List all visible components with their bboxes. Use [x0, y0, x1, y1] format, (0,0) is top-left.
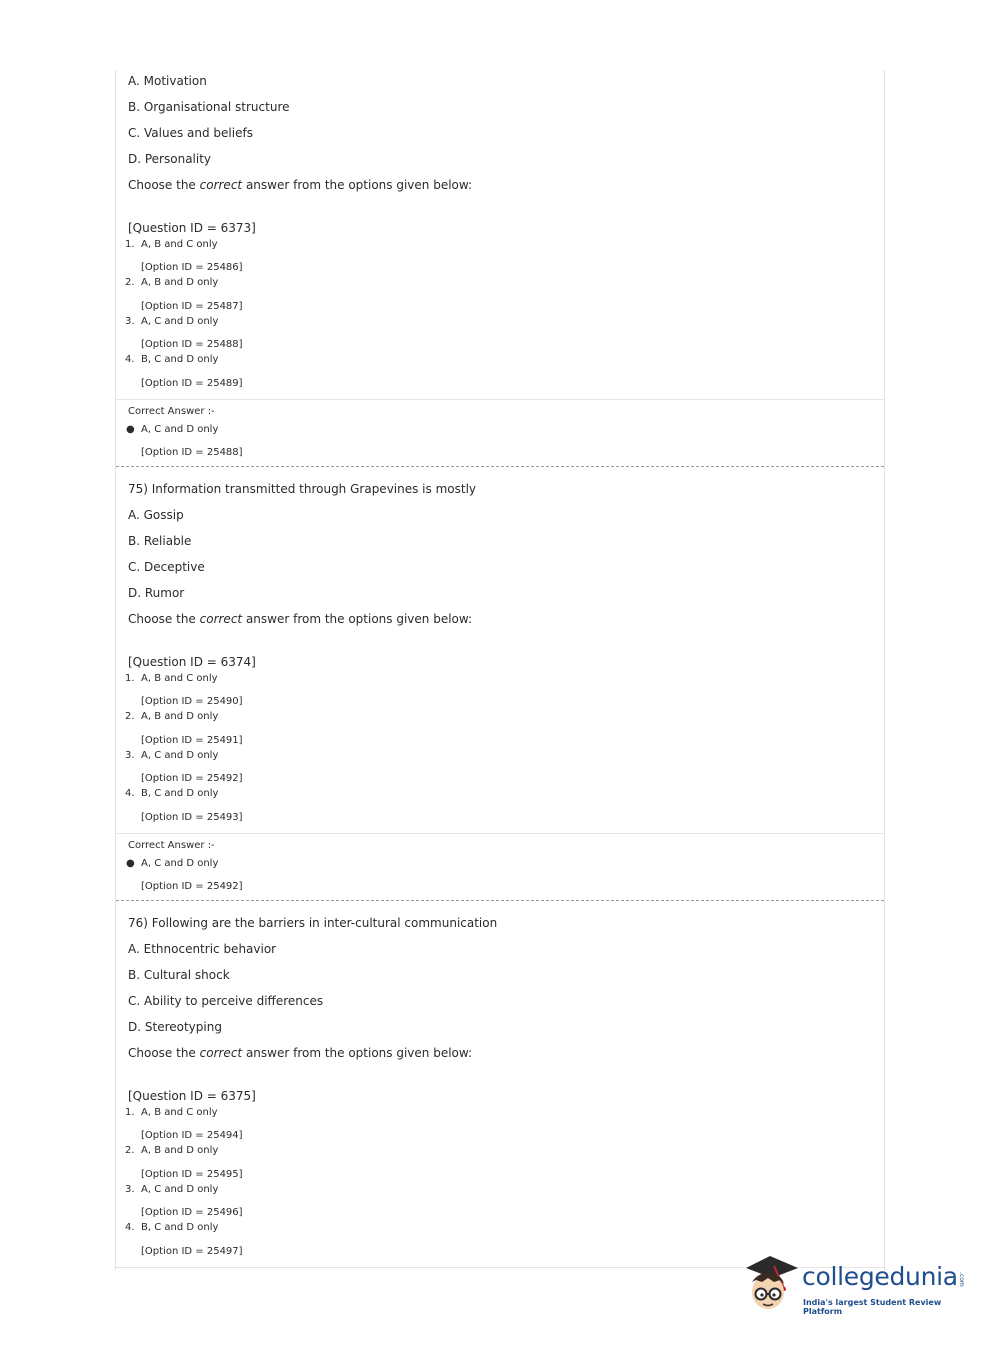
option-id: [Option ID = 25492]	[141, 773, 243, 784]
option-id: [Option ID = 25486]	[141, 262, 243, 273]
option-text: B, C and D only	[141, 788, 219, 799]
option-number: 2.	[125, 711, 135, 722]
collegedunia-logo	[740, 1248, 972, 1318]
option-text: A, B and D only	[141, 1145, 219, 1156]
statement-c: C. Ability to perceive differences	[128, 994, 324, 1008]
correct-answer-id: [Option ID = 25492]	[141, 881, 243, 892]
option-number: 4.	[125, 1222, 135, 1233]
correct-answer-text: A, C and D only	[141, 424, 219, 435]
option-id: [Option ID = 25493]	[141, 812, 243, 823]
bullet-icon: ●	[126, 424, 135, 435]
option-text: B, C and D only	[141, 1222, 219, 1233]
statement-d: D. Rumor	[128, 586, 185, 600]
bullet-icon: ●	[126, 858, 135, 869]
statement-b: B. Cultural shock	[128, 968, 230, 982]
question-separator	[116, 466, 884, 467]
statement-a: A. Motivation	[128, 74, 207, 88]
correct-answer-id: [Option ID = 25488]	[141, 447, 243, 458]
statement-b: B. Organisational structure	[128, 100, 290, 114]
left-border	[115, 70, 116, 1270]
option-id: [Option ID = 25496]	[141, 1207, 243, 1218]
option-text: B, C and D only	[141, 354, 219, 365]
correct-answer-text: A, C and D only	[141, 858, 219, 869]
statement-b: B. Reliable	[128, 534, 192, 548]
option-number: 4.	[125, 354, 135, 365]
answer-divider	[116, 833, 884, 834]
statement-a: A. Ethnocentric behavior	[128, 942, 277, 956]
question-text: 75) Information transmitted through Grapevines is mostly	[128, 482, 477, 496]
option-number: 3.	[125, 316, 135, 327]
mascot-icon	[740, 1248, 802, 1318]
correct-answer-label: Correct Answer :-	[128, 406, 215, 417]
statement-c: C. Deceptive	[128, 560, 205, 574]
question-id: [Question ID = 6374]	[128, 655, 256, 669]
option-number: 2.	[125, 1145, 135, 1156]
option-text: A, B and C only	[141, 673, 218, 684]
option-id: [Option ID = 25491]	[141, 735, 243, 746]
option-id: [Option ID = 25488]	[141, 339, 243, 350]
choose-instruction: Choose the correct answer from the options given below:	[128, 178, 473, 192]
statement-d: D. Stereotyping	[128, 1020, 222, 1034]
option-id: [Option ID = 25497]	[141, 1246, 243, 1257]
option-text: A, B and D only	[141, 711, 219, 722]
question-id: [Question ID = 6373]	[128, 221, 256, 235]
option-text: A, C and D only	[141, 1184, 219, 1195]
option-id: [Option ID = 25487]	[141, 301, 243, 312]
option-number: 1.	[125, 673, 135, 684]
answer-divider	[116, 399, 884, 400]
option-number: 3.	[125, 750, 135, 761]
question-id: [Question ID = 6375]	[128, 1089, 256, 1103]
choose-instruction: Choose the correct answer from the options given below:	[128, 1046, 473, 1060]
option-number: 1.	[125, 1107, 135, 1118]
option-text: A, B and C only	[141, 239, 218, 250]
statement-d: D. Personality	[128, 152, 212, 166]
logo-domain-suffix: .com	[958, 1272, 965, 1287]
option-text: A, B and D only	[141, 277, 219, 288]
option-number: 2.	[125, 277, 135, 288]
option-id: [Option ID = 25490]	[141, 696, 243, 707]
choose-instruction: Choose the correct answer from the options given below:	[128, 612, 473, 626]
statement-a: A. Gossip	[128, 508, 184, 522]
option-number: 4.	[125, 788, 135, 799]
option-id: [Option ID = 25489]	[141, 378, 243, 389]
option-id: [Option ID = 25495]	[141, 1169, 243, 1180]
question-text: 76) Following are the barriers in inter-cultural communication	[128, 916, 498, 930]
correct-answer-label: Correct Answer :-	[128, 840, 215, 851]
option-id: [Option ID = 25494]	[141, 1130, 243, 1141]
logo-tagline: India's largest Student Review Platform	[803, 1298, 942, 1316]
option-number: 1.	[125, 239, 135, 250]
option-text: A, C and D only	[141, 750, 219, 761]
right-border	[884, 70, 885, 1270]
option-text: A, B and C only	[141, 1107, 218, 1118]
option-number: 3.	[125, 1184, 135, 1195]
logo-wordmark: collegedunia	[802, 1262, 958, 1291]
option-text: A, C and D only	[141, 316, 219, 327]
statement-c: C. Values and beliefs	[128, 126, 253, 140]
question-separator	[116, 900, 884, 901]
